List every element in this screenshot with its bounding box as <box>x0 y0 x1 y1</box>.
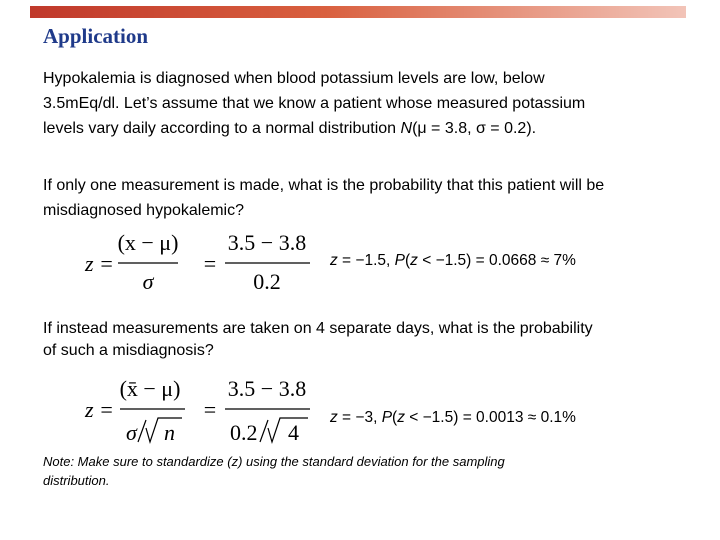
intro-paragraph <box>43 66 683 141</box>
question-1-line-1: If only one measurement is made, what is the probability that this patient will be <box>43 177 605 194</box>
formula2-numerator: (x̄ − μ) <box>119 376 181 401</box>
intro-line-3: levels vary daily according to a normal distribution N(μ = 3.8, σ = 0.2). <box>43 120 537 137</box>
question-2-line-2: of such a misdiagnosis? <box>43 342 214 359</box>
result-single-measurement: z = −1.5, P(z < −1.5) = 0.0668 ≈ 7% <box>330 252 576 269</box>
question-2-line-1: If instead measurements are taken on 4 separate days, what is the probability <box>43 320 593 337</box>
formula1-lhs: z = <box>85 251 114 276</box>
note-line-2: distribution. <box>43 473 110 488</box>
question-1-line-2: misdiagnosed hypokalemic? <box>43 202 244 219</box>
formula1-den-value: 0.2 <box>253 269 281 294</box>
header-accent-bar <box>30 6 686 18</box>
formula2-den-root-value: 4 <box>288 420 299 445</box>
result-four-measurements: z = −3, P(z < −1.5) = 0.0013 ≈ 0.1% <box>330 409 576 426</box>
formula1-numerator: (x − μ) <box>117 230 179 255</box>
question-1 <box>43 173 683 223</box>
formula2-den-sigma: σ <box>126 420 137 445</box>
z-score-formula-sample-mean <box>80 370 320 450</box>
formula2-den-root: n <box>164 420 175 445</box>
z-score-formula-single <box>80 226 320 300</box>
formula1-num-value: 3.5 − 3.8 <box>227 230 307 255</box>
formula2-equals: = <box>203 397 217 422</box>
formula1-denominator: σ <box>142 269 154 294</box>
intro-line-2: 3.5mEq/dl. Let’s assume that we know a patient whose measured potassium <box>43 95 586 112</box>
note-text <box>43 452 643 490</box>
note-line-1: Note: Make sure to standardize (z) using the standard deviation for the sampling <box>43 454 505 469</box>
question-2 <box>43 318 683 362</box>
formula2-num-value: 3.5 − 3.8 <box>227 376 307 401</box>
slide-title: Application <box>43 24 149 48</box>
formula2-den-value: 0.2 <box>230 420 258 445</box>
formula2-lhs: z = <box>85 397 114 422</box>
formula1-equals: = <box>203 251 217 276</box>
intro-line-1: Hypokalemia is diagnosed when blood potassium levels are low, below <box>43 70 545 87</box>
